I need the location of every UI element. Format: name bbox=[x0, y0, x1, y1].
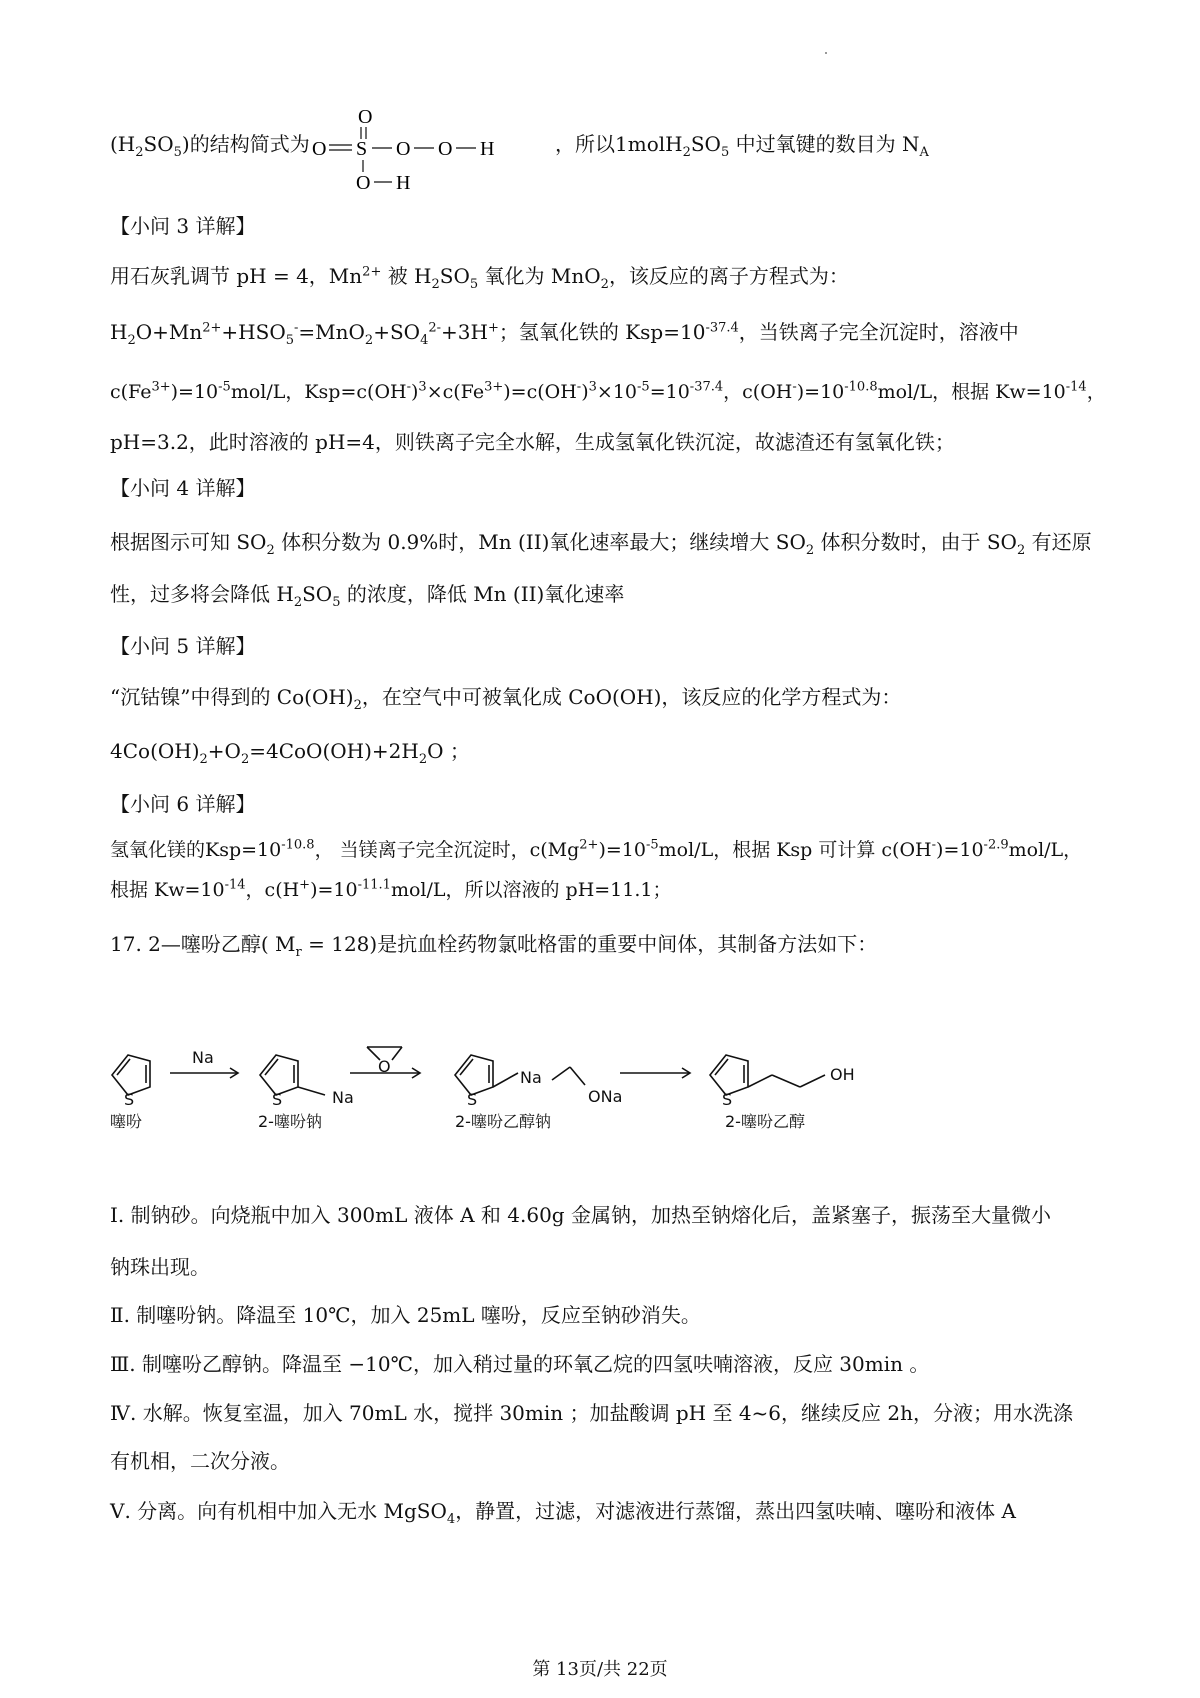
q3-header: 【小问 3 详解】 bbox=[110, 214, 256, 238]
s-label-3: S bbox=[467, 1090, 478, 1109]
s-label-2: S bbox=[272, 1090, 283, 1109]
q6-line-1: 氢氧化镁的$Ksp=10^{-10.8}$， 当镁离子完全沉淀时，$c(Mg^{2+})=10^{-5}mol/L$，根据 Ksp 可计算 $c(OH^-)=10^{-2.9}mol/L$， bbox=[110, 837, 1083, 861]
h2so5-structure bbox=[312, 105, 552, 215]
reaction-scheme bbox=[100, 1025, 1100, 1175]
epoxide-o: O bbox=[378, 1057, 391, 1076]
q5-line-2: $4Co(OH)_2+O_2=4CoO(OH)+2H_2O$ ； bbox=[110, 739, 470, 767]
o-atom-1: O bbox=[396, 138, 411, 160]
q4-line-1: 根据图示可知 $SO_2$ 体积分数为 0.9%时，Mn (II)氧化速率最大；继续增大 $SO_2$ 体积分数时，由于 $SO_2$ 有还原 bbox=[110, 530, 1092, 558]
structure-sentence: $(H_2SO_5)$的结构简式为 bbox=[110, 132, 310, 160]
oh-group: OH bbox=[830, 1065, 855, 1084]
step-4-line-1: Ⅳ. 水解。恢复室温，加入 70mL 水，搅拌 30min ；加盐酸调 pH 至 4~6，继续反应 2h，分液；用水洗涤 bbox=[110, 1401, 1073, 1425]
speck bbox=[825, 52, 827, 54]
step-3: Ⅲ. 制噻吩乙醇钠。降温至 −10℃，加入稍过量的环氧乙烷的四氢呋喃溶液，反应 30min 。 bbox=[110, 1352, 930, 1376]
q6-line-2: 根据 $Kw=10^{-14}$，$c(H^+)=10^{-11.1}mol/L$，所以溶液的 pH=11.1； bbox=[110, 877, 672, 901]
q17-intro: 17. 2—噻吩乙醇( $M_r = 128$)是抗血栓药物氯吡格雷的重要中间体，其制备方法如下： bbox=[110, 932, 878, 960]
h-atom: H bbox=[480, 138, 495, 160]
q4-header: 【小问 4 详解】 bbox=[110, 476, 256, 500]
s-label-4: S bbox=[722, 1090, 733, 1109]
q3-line-4: pH=3.2，此时溶液的 pH=4，则铁离子完全水解，生成氢氧化铁沉淀，故滤渣还有氢氧化铁； bbox=[110, 430, 955, 454]
q3-line-3: $c(Fe^{3+})=10^{-5}mol/L$，$Ksp=c(OH^-)^3\times c(Fe^{3+})=c(OH^-)^3\times 10^{-5}=10^{-37.4}$，$c(OH^-)=10^{-10.8}mol/L$，根据 $Kw=10^{-14}$， bbox=[110, 379, 1106, 403]
step-1-line-2: 钠珠出现。 bbox=[110, 1255, 210, 1279]
q4-line-2: 性，过多将会降低 $H_2SO_5$ 的浓度，降低 Mn (II)氧化速率 bbox=[110, 582, 625, 610]
s-atom: S bbox=[356, 138, 368, 160]
sodium-thienyl-ring bbox=[260, 1055, 325, 1095]
q3-line-1: 用石灰乳调节 pH = 4，$Mn^{2+}$ 被 $H_2SO_5$ 氧化为 MnO$_2$，该反应的离子方程式为： bbox=[110, 264, 849, 292]
step-2: Ⅱ. 制噻吩钠。降温至 10℃，加入 25mL 噻吩，反应至钠砂消失。 bbox=[110, 1303, 701, 1327]
step-1-line-1: Ⅰ. 制钠砂。向烧瓶中加入 300mL 液体 A 和 4.60g 金属钠，加热至钠熔化后，盖紧塞子，振荡至大量微小 bbox=[110, 1203, 1051, 1227]
ethoxide-label: 2-噻吩乙醇钠 bbox=[455, 1112, 551, 1131]
structure-sentence-tail: ，所以$1molH_2SO_5$ 中过氧键的数目为 $N_A$ bbox=[555, 132, 929, 160]
s-label-1: S bbox=[124, 1090, 135, 1109]
step-4-line-2: 有机相，二次分液。 bbox=[110, 1449, 290, 1473]
o-top: O bbox=[358, 106, 373, 128]
q5-header: 【小问 5 详解】 bbox=[110, 634, 256, 658]
thiophene-label: 噻吩 bbox=[110, 1112, 143, 1131]
q5-line-1: “沉钴镍”中得到的 $Co(OH)_2$，在空气中可被氧化成 CoO(OH)，该反应的化学方程式为： bbox=[110, 685, 902, 713]
sodium-thienyl-label: 2-噻吩钠 bbox=[258, 1112, 322, 1131]
o-atom-2: O bbox=[438, 138, 453, 160]
page-footer: 第 13页/共 22页 bbox=[532, 1659, 668, 1680]
h-bottom: H bbox=[396, 172, 411, 194]
q3-line-2: $H_2O+Mn^{2+}+HSO_5^-=MnO_2+SO_4^{2-}+3H^+$；氢氧化铁的 $Ksp=10^{-37.4}$，当铁离子完全沉淀时，溶液中 bbox=[110, 320, 1019, 348]
step-5: Ⅴ. 分离。向有机相中加入无水 MgSO$_4$，静置，过滤，对滤液进行蒸馏，蒸出四氢呋喃、噻吩和液体 A bbox=[110, 1499, 1016, 1527]
o-left: O bbox=[312, 138, 327, 160]
ona-group: ONa bbox=[588, 1087, 623, 1106]
q6-header: 【小问 6 详解】 bbox=[110, 792, 256, 816]
thiophene-ring bbox=[112, 1055, 150, 1095]
thienyl-ethanol-ring bbox=[710, 1055, 825, 1095]
na-substituent: Na bbox=[332, 1088, 354, 1107]
reagent-na: Na bbox=[192, 1048, 214, 1067]
ethanol-label: 2-噻吩乙醇 bbox=[725, 1112, 805, 1131]
na-substituent-2: Na bbox=[520, 1068, 542, 1087]
o-bottom: O bbox=[356, 172, 371, 194]
